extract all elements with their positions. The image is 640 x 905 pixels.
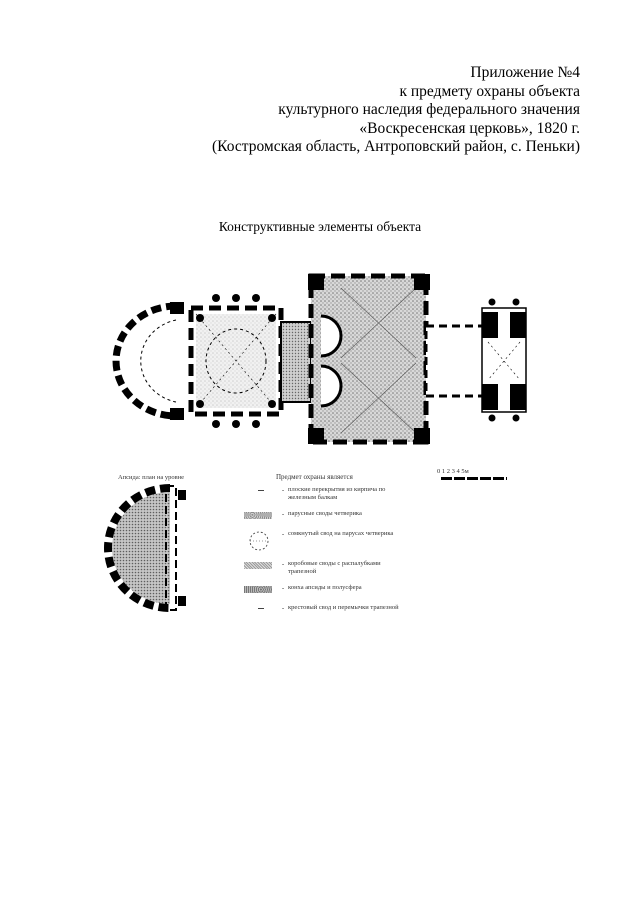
header-line: (Костромская область, Антроповский район, с. Пеньки): [212, 138, 580, 155]
sail-vault-symbol: [244, 510, 278, 522]
legend-item-text: конха апсиды и полусфера: [288, 584, 362, 591]
legend-item: - коробовые своды с распалубками трапезной: [244, 560, 414, 576]
legend: [244, 486, 414, 624]
legend-item-text: парусные своды четверика: [288, 510, 362, 517]
scale-bar: [441, 477, 507, 480]
cross-vault-symbol: [244, 604, 278, 616]
apse-caption: Апсида: план на уровне: [118, 474, 185, 481]
scale-label: 0 1 2 3 4 5м: [437, 468, 469, 475]
closed-vault-symbol: [244, 530, 278, 552]
document-header: [212, 64, 580, 157]
legend-item-text: крестовый свод и перемычки трапезной: [288, 604, 399, 611]
quadrangle: [191, 294, 281, 428]
vestibule: [426, 326, 486, 396]
section-title: Конструктивные элементы объекта: [218, 219, 422, 234]
legend-item: - сомкнутый свод на парусах четверика: [244, 530, 414, 552]
conch-symbol: [244, 584, 278, 596]
legend-item-text: сомкнутый свод на парусах четверика: [288, 530, 394, 537]
legend-item-text: коробовые своды с распалубками трапезной: [288, 560, 381, 575]
apse-detail-plan: [104, 484, 190, 612]
refectory: [308, 274, 430, 444]
header-line: «Воскресенская церковь», 1820 г.: [359, 119, 580, 137]
apse: [116, 302, 184, 420]
header-line: культурного наследия федерального значения: [278, 101, 580, 118]
bell-tower: [482, 299, 526, 422]
church-floor-plan: [96, 268, 528, 450]
legend-item: - крестовый свод и перемычки трапезной: [244, 604, 414, 616]
header-line: к предмету охраны объекта: [399, 82, 580, 100]
header-line: Приложение №4: [470, 64, 580, 81]
legend-item: - парусные своды четверика: [244, 510, 414, 522]
legend-item-text: плоские перекрытия из кирпича по железным балкам: [288, 486, 386, 501]
legend-item: - плоские перекрытия из кирпича по железным балкам: [244, 486, 414, 502]
flat-ceiling-symbol: [244, 486, 278, 498]
passage: [281, 322, 311, 402]
barrel-vault-symbol: [244, 560, 278, 572]
legend-item: - конха апсиды и полусфера: [244, 584, 414, 596]
legend-title: Предмет охраны является: [276, 473, 353, 481]
